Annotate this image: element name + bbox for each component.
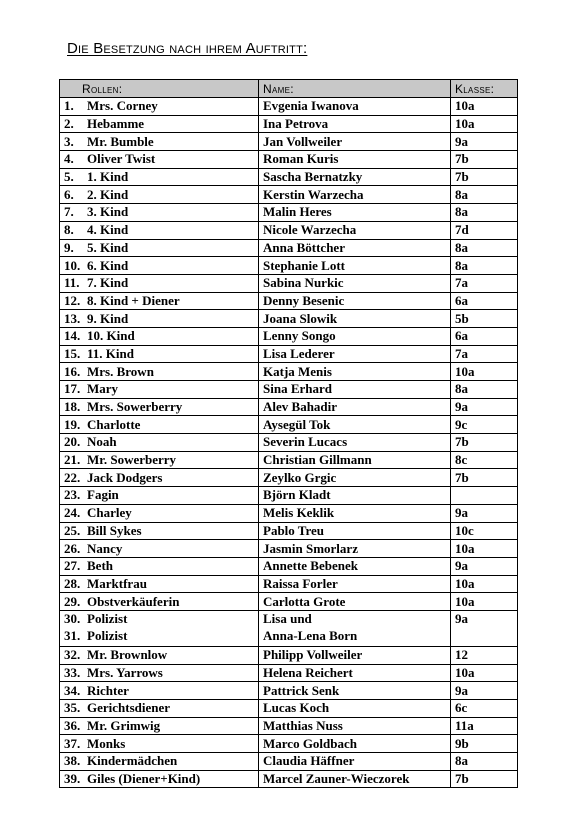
row-number: 37. bbox=[64, 735, 81, 751]
actor-name-cell: Evgenia Iwanova bbox=[259, 98, 451, 116]
role-name: 8. Kind + Diener bbox=[87, 292, 180, 308]
role-name: 6. Kind bbox=[87, 257, 129, 273]
actor-name-cell: Claudia Häffner bbox=[259, 753, 451, 771]
class-cell: 7a bbox=[451, 345, 518, 363]
table-row bbox=[60, 434, 518, 452]
row-number: 11. bbox=[64, 275, 80, 291]
table-row bbox=[60, 487, 518, 505]
actor-name-cell: Zeylko Grgic bbox=[259, 469, 451, 487]
class-cell: 10a bbox=[451, 363, 518, 381]
row-number: 3. bbox=[64, 133, 74, 149]
role-cell bbox=[60, 682, 259, 700]
role-cell bbox=[60, 717, 259, 735]
role-name: Polizist bbox=[87, 628, 128, 644]
role-name: Oliver Twist bbox=[87, 151, 156, 167]
class-cell: 8a bbox=[451, 753, 518, 771]
table-row bbox=[60, 186, 518, 204]
class-cell: 10a bbox=[451, 593, 518, 611]
role-cell bbox=[60, 575, 259, 593]
class-cell: 8a bbox=[451, 381, 518, 399]
class-cell: 6a bbox=[451, 327, 518, 345]
role-cell bbox=[60, 735, 259, 753]
table-row bbox=[60, 204, 518, 222]
role-name: Noah bbox=[87, 434, 117, 450]
class-cell: 7a bbox=[451, 274, 518, 292]
role-cell bbox=[60, 327, 259, 345]
actor-name-cell: Helena Reichert bbox=[259, 664, 451, 682]
row-number: 7. bbox=[64, 204, 74, 220]
row-number: 32. bbox=[64, 647, 81, 663]
table-row bbox=[60, 735, 518, 753]
class-cell: 10a bbox=[451, 540, 518, 558]
role-name: Polizist bbox=[87, 610, 128, 626]
table-row bbox=[60, 292, 518, 310]
actor-name-cell: Matthias Nuss bbox=[259, 717, 451, 735]
class-cell: 10a bbox=[451, 98, 518, 116]
role-cell bbox=[60, 98, 259, 116]
row-number: 28. bbox=[64, 575, 81, 591]
role-name: Beth bbox=[87, 558, 113, 574]
role-cell bbox=[60, 593, 259, 611]
table-row bbox=[60, 416, 518, 434]
cast-table bbox=[59, 79, 518, 788]
role-name: Mrs. Sowerberry bbox=[87, 399, 183, 415]
class-cell: 8a bbox=[451, 204, 518, 222]
table-row bbox=[60, 593, 518, 611]
role-cell bbox=[60, 168, 259, 186]
role-name: Mr. Brownlow bbox=[87, 647, 168, 663]
class-cell: 10a bbox=[451, 664, 518, 682]
role-name: Mrs. Yarrows bbox=[87, 664, 163, 680]
role-name: Giles (Diener+Kind) bbox=[87, 771, 201, 787]
row-number: 6. bbox=[64, 186, 74, 202]
table-row bbox=[60, 381, 518, 399]
row-number: 25. bbox=[64, 522, 81, 538]
table-row bbox=[60, 345, 518, 363]
table-row bbox=[60, 221, 518, 239]
row-number: 23. bbox=[64, 487, 81, 503]
role-cell bbox=[60, 664, 259, 682]
actor-name-cell: Alev Bahadir bbox=[259, 398, 451, 416]
table-row bbox=[60, 575, 518, 593]
class-cell: 9c bbox=[451, 416, 518, 434]
role-cell bbox=[60, 540, 259, 558]
class-cell bbox=[451, 487, 518, 505]
actor-name-cell: Pablo Treu bbox=[259, 522, 451, 540]
role-name: Hebamme bbox=[87, 116, 145, 132]
actor-name-cell: Anna Böttcher bbox=[259, 239, 451, 257]
class-cell: 7b bbox=[451, 151, 518, 169]
role-cell bbox=[60, 451, 259, 469]
page-title: Die Besetzung nach ihrem Auftritt: bbox=[67, 40, 308, 57]
row-number: 1. bbox=[64, 98, 74, 114]
role-cell bbox=[60, 557, 259, 575]
row-number: 39. bbox=[64, 771, 81, 787]
role-cell bbox=[60, 363, 259, 381]
row-number: 21. bbox=[64, 452, 81, 468]
role-name: Marktfrau bbox=[87, 575, 147, 591]
table-row bbox=[60, 363, 518, 381]
role-cell bbox=[60, 646, 259, 664]
row-number: 35. bbox=[64, 700, 81, 716]
actor-name-cell: Nicole Warzecha bbox=[259, 221, 451, 239]
cast-table-body bbox=[60, 98, 518, 788]
class-cell: 9b bbox=[451, 735, 518, 753]
role-cell bbox=[60, 274, 259, 292]
actor-name-cell: Katja Menis bbox=[259, 363, 451, 381]
row-number: 24. bbox=[64, 505, 81, 521]
table-row bbox=[60, 168, 518, 186]
class-cell: 12 bbox=[451, 646, 518, 664]
class-cell: 9a bbox=[451, 557, 518, 575]
actor-name-cell: Kerstin Warzecha bbox=[259, 186, 451, 204]
row-number: 18. bbox=[64, 399, 81, 415]
role-cell bbox=[60, 487, 259, 505]
row-number: 22. bbox=[64, 469, 81, 485]
role-cell bbox=[60, 115, 259, 133]
role-cell bbox=[60, 700, 259, 718]
role-name: Monks bbox=[87, 735, 126, 751]
row-number: 29. bbox=[64, 593, 81, 609]
table-row bbox=[60, 646, 518, 664]
row-number: 5. bbox=[64, 169, 74, 185]
role-cell bbox=[60, 151, 259, 169]
class-cell: 5b bbox=[451, 310, 518, 328]
row-number: 19. bbox=[64, 416, 81, 432]
class-cell: 9a bbox=[451, 398, 518, 416]
class-cell: 7b bbox=[451, 434, 518, 452]
actor-name-cell: Ina Petrova bbox=[259, 115, 451, 133]
table-row bbox=[60, 451, 518, 469]
row-number: 26. bbox=[64, 540, 81, 556]
class-cell: 11a bbox=[451, 717, 518, 735]
table-row bbox=[60, 239, 518, 257]
row-number: 10. bbox=[64, 257, 81, 273]
row-number: 15. bbox=[64, 345, 81, 361]
row-number: 38. bbox=[64, 753, 81, 769]
row-number: 16. bbox=[64, 363, 81, 379]
role-name: Mr. Grimwig bbox=[87, 718, 161, 734]
role-cell bbox=[60, 292, 259, 310]
role-name: 1. Kind bbox=[87, 169, 129, 185]
actor-name-cell: Marcel Zauner-Wieczorek bbox=[259, 770, 451, 788]
actor-name-cell: Lenny Songo bbox=[259, 327, 451, 345]
class-cell: 8a bbox=[451, 186, 518, 204]
class-cell: 9a bbox=[451, 682, 518, 700]
class-cell: 9a bbox=[451, 504, 518, 522]
actor-name-cell: Severin Lucacs bbox=[259, 434, 451, 452]
actor-name-cell: Jan Vollweiler bbox=[259, 133, 451, 151]
role-cell bbox=[60, 522, 259, 540]
class-cell: 9a bbox=[451, 610, 518, 646]
table-row bbox=[60, 682, 518, 700]
role-cell bbox=[60, 345, 259, 363]
role-cell bbox=[60, 416, 259, 434]
role-name: Charley bbox=[87, 505, 132, 521]
table-row-double bbox=[60, 610, 518, 646]
role-name: 7. Kind bbox=[87, 275, 129, 291]
class-cell: 7b bbox=[451, 469, 518, 487]
table-row bbox=[60, 753, 518, 771]
actor-name-cell: Christian Gillmann bbox=[259, 451, 451, 469]
class-cell: 6c bbox=[451, 700, 518, 718]
table-row bbox=[60, 398, 518, 416]
role-name: Nancy bbox=[87, 540, 123, 556]
table-row bbox=[60, 151, 518, 169]
table-row bbox=[60, 664, 518, 682]
table-row bbox=[60, 700, 518, 718]
row-number: 9. bbox=[64, 239, 74, 255]
actor-name-cell: Pattrick Senk bbox=[259, 682, 451, 700]
role-name: 11. Kind bbox=[87, 345, 134, 361]
role-name: Mr. Sowerberry bbox=[87, 452, 177, 468]
class-cell: 8a bbox=[451, 257, 518, 275]
actor-name-cell: Sascha Bernatzky bbox=[259, 168, 451, 186]
role-name: 2. Kind bbox=[87, 186, 129, 202]
role-cell bbox=[60, 753, 259, 771]
row-number: 8. bbox=[64, 222, 74, 238]
actor-name-cell: Joana Slowik bbox=[259, 310, 451, 328]
table-row bbox=[60, 522, 518, 540]
role-cell bbox=[60, 310, 259, 328]
table-row bbox=[60, 540, 518, 558]
role-cell bbox=[60, 221, 259, 239]
actor-name-line: Anna-Lena Born bbox=[263, 628, 358, 644]
header-class: Klasse: bbox=[451, 80, 518, 98]
role-name: Bill Sykes bbox=[87, 522, 142, 538]
role-cell bbox=[60, 610, 259, 646]
role-name: Mr. Bumble bbox=[87, 133, 154, 149]
actor-name-cell: Lisa Lederer bbox=[259, 345, 451, 363]
class-cell: 10a bbox=[451, 115, 518, 133]
actor-name-cell: Annette Bebenek bbox=[259, 557, 451, 575]
role-cell bbox=[60, 239, 259, 257]
role-cell bbox=[60, 133, 259, 151]
role-name: Jack Dodgers bbox=[87, 469, 163, 485]
role-name: 5. Kind bbox=[87, 239, 129, 255]
role-name: Mrs. Brown bbox=[87, 363, 154, 379]
table-row bbox=[60, 770, 518, 788]
table-row bbox=[60, 115, 518, 133]
table-row bbox=[60, 469, 518, 487]
role-cell bbox=[60, 504, 259, 522]
row-number: 20. bbox=[64, 434, 81, 450]
class-cell: 8a bbox=[451, 239, 518, 257]
row-number: 13. bbox=[64, 310, 81, 326]
class-cell: 7b bbox=[451, 770, 518, 788]
role-cell bbox=[60, 770, 259, 788]
role-cell bbox=[60, 469, 259, 487]
table-row bbox=[60, 717, 518, 735]
header-name: Name: bbox=[259, 80, 451, 98]
role-line bbox=[64, 628, 258, 646]
table-row bbox=[60, 310, 518, 328]
actor-name-cell: Stephanie Lott bbox=[259, 257, 451, 275]
role-cell bbox=[60, 398, 259, 416]
role-name: 4. Kind bbox=[87, 222, 129, 238]
actor-name-line: Lisa und bbox=[263, 610, 312, 626]
row-number: 27. bbox=[64, 558, 81, 574]
actor-name-cell: Melis Keklik bbox=[259, 504, 451, 522]
class-cell: 10c bbox=[451, 522, 518, 540]
role-name: 10. Kind bbox=[87, 328, 135, 344]
row-number: 14. bbox=[64, 328, 81, 344]
actor-name-cell: Roman Kuris bbox=[259, 151, 451, 169]
role-name: Kindermädchen bbox=[87, 753, 178, 769]
role-name: Mary bbox=[87, 381, 119, 397]
actor-name-cell: Lucas Koch bbox=[259, 700, 451, 718]
table-header-row bbox=[60, 80, 518, 98]
class-cell: 7b bbox=[451, 168, 518, 186]
table-row bbox=[60, 557, 518, 575]
table-row bbox=[60, 327, 518, 345]
role-name: Richter bbox=[87, 682, 129, 698]
role-name: Obstverkäuferin bbox=[87, 593, 180, 609]
role-name: Fagin bbox=[87, 487, 119, 503]
actor-name-cell: Denny Besenic bbox=[259, 292, 451, 310]
actor-name-cell: Philipp Vollweiler bbox=[259, 646, 451, 664]
row-number: 2. bbox=[64, 116, 74, 132]
header-role: Rollen: bbox=[60, 80, 259, 98]
class-cell: 10a bbox=[451, 575, 518, 593]
row-number: 36. bbox=[64, 718, 81, 734]
actor-name-cell: Aysegül Tok bbox=[259, 416, 451, 434]
class-cell: 8c bbox=[451, 451, 518, 469]
actor-name-cell: Marco Goldbach bbox=[259, 735, 451, 753]
role-name: 3. Kind bbox=[87, 204, 129, 220]
role-cell bbox=[60, 381, 259, 399]
actor-name-cell: Malin Heres bbox=[259, 204, 451, 222]
table-row bbox=[60, 504, 518, 522]
actor-name-cell: Carlotta Grote bbox=[259, 593, 451, 611]
row-number: 17. bbox=[64, 381, 81, 397]
class-cell: 9a bbox=[451, 133, 518, 151]
row-number: 4. bbox=[64, 151, 74, 167]
role-name: 9. Kind bbox=[87, 310, 129, 326]
role-cell bbox=[60, 257, 259, 275]
table-row bbox=[60, 98, 518, 116]
role-name: Mrs. Corney bbox=[87, 98, 158, 114]
actor-name-cell: Jasmin Smorlarz bbox=[259, 540, 451, 558]
row-number: 31. bbox=[64, 628, 81, 644]
class-cell: 7d bbox=[451, 221, 518, 239]
role-cell bbox=[60, 434, 259, 452]
row-number: 34. bbox=[64, 682, 81, 698]
actor-name-cell: Raissa Forler bbox=[259, 575, 451, 593]
actor-name-cell bbox=[259, 610, 451, 646]
row-number: 33. bbox=[64, 664, 81, 680]
table-row bbox=[60, 133, 518, 151]
role-cell bbox=[60, 204, 259, 222]
row-number: 30. bbox=[64, 610, 81, 626]
table-row bbox=[60, 257, 518, 275]
class-cell: 6a bbox=[451, 292, 518, 310]
row-number: 12. bbox=[64, 292, 81, 308]
actor-name-cell: Sabina Nurkic bbox=[259, 274, 451, 292]
role-name: Charlotte bbox=[87, 416, 141, 432]
actor-name-cell: Björn Kladt bbox=[259, 487, 451, 505]
role-cell bbox=[60, 186, 259, 204]
actor-name-cell: Sina Erhard bbox=[259, 381, 451, 399]
role-line bbox=[64, 611, 258, 629]
table-row bbox=[60, 274, 518, 292]
role-name: Gerichtsdiener bbox=[87, 700, 171, 716]
